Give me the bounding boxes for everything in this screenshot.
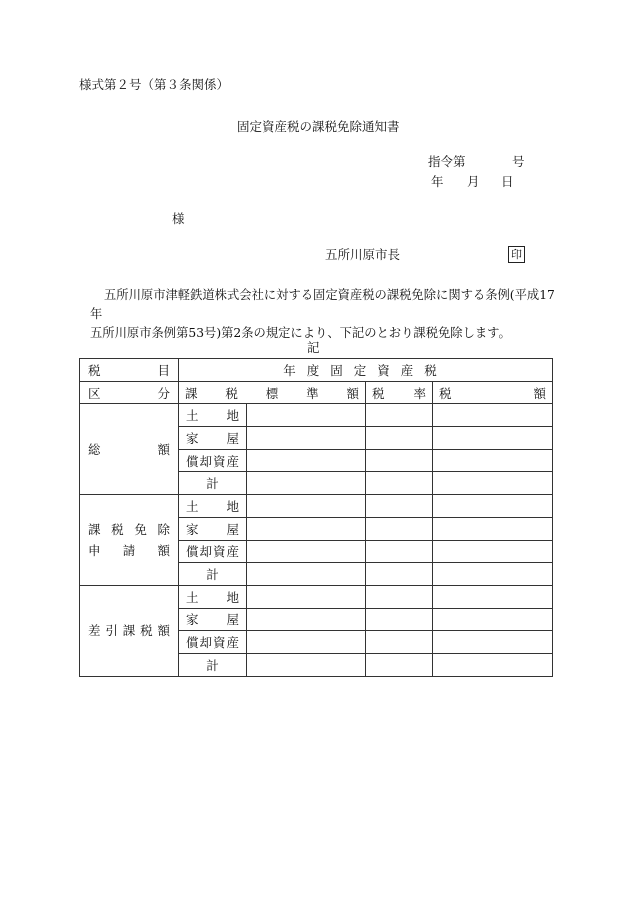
ki-heading: 記 <box>307 340 320 355</box>
tax-amount-cell <box>433 517 553 540</box>
date-month-label: 月 <box>467 174 480 189</box>
item-label-text-char: 地 <box>226 408 239 424</box>
item-label-text-char: 償 <box>186 635 199 651</box>
tax-amount-cell <box>433 608 553 631</box>
tax-rate-header <box>366 381 433 404</box>
item-label-text <box>186 610 239 628</box>
item-label <box>179 427 247 450</box>
table-body <box>80 359 553 677</box>
tax-base-text-char: 税 <box>225 385 238 401</box>
year-fixed-asset-tax-header: 年度固定資産税 <box>179 359 553 382</box>
group-label-line-char: 課 <box>122 623 136 639</box>
item-label-text <box>186 452 239 470</box>
item-label-text-char: 償 <box>186 453 199 469</box>
form-number: 様式第２号（第３条関係） <box>79 77 230 92</box>
item-label-text-char: 地 <box>226 589 239 605</box>
table-row <box>80 585 553 608</box>
notice-line-2: 五所川原市条例第53号)第2条の規定により、下記のとおり課税免除します。 <box>90 326 511 340</box>
tax-rate-text-char: 税 <box>372 385 385 401</box>
item-label-text-char: 資 <box>212 544 226 560</box>
tax-amount-text-char: 税 <box>439 385 452 401</box>
tax-rate-cell <box>366 631 433 654</box>
item-label <box>179 495 247 518</box>
item-label-text <box>186 588 239 606</box>
tax-amount-cell <box>433 404 553 427</box>
tax-rate-cell <box>366 517 433 540</box>
tax-rate-cell <box>366 653 433 676</box>
item-label: 計 <box>179 653 247 676</box>
group-label <box>80 585 179 676</box>
notice-body <box>90 286 560 343</box>
tax-base-header <box>179 381 366 404</box>
group-label-line-char: 総 <box>88 441 101 457</box>
item-label: 計 <box>179 472 247 495</box>
tax-base-text-char: 課 <box>185 385 198 401</box>
tax-amount-cell <box>433 449 553 472</box>
group-label <box>80 404 179 495</box>
group-label-line <box>88 439 170 460</box>
addressee-suffix: 様 <box>172 211 185 226</box>
group-label-line-char: 差 <box>88 623 101 639</box>
item-label <box>179 449 247 472</box>
group-label-line-char: 税 <box>111 522 124 537</box>
tax-rate-cell <box>366 540 433 563</box>
category-text <box>88 384 170 402</box>
group-label-line <box>88 519 170 540</box>
tax-rate-cell <box>366 563 433 586</box>
group-label-line-char: 請 <box>122 543 136 558</box>
tax-rate-cell <box>366 585 433 608</box>
item-label-text-char: 家 <box>186 521 199 537</box>
reference-prefix: 指令第 <box>428 154 466 169</box>
header-row-tax-item <box>80 359 553 382</box>
item-label <box>179 608 247 631</box>
item-label-text-char: 産 <box>226 544 239 560</box>
group-label-line-char: 除 <box>157 522 170 537</box>
tax-amount-cell <box>433 563 553 586</box>
item-label <box>179 585 247 608</box>
item-label <box>179 540 247 563</box>
tax-base-cell <box>247 653 366 676</box>
tax-amount-cell <box>433 631 553 654</box>
item-label-text <box>186 542 239 560</box>
tax-exemption-table <box>79 358 553 677</box>
item-label-text-char: 家 <box>186 612 199 628</box>
item-label-text-char: 資 <box>212 453 226 469</box>
tax-rate-cell <box>366 608 433 631</box>
date-year-label: 年 <box>431 174 444 189</box>
tax-rate-cell <box>366 472 433 495</box>
tax-amount-cell <box>433 427 553 450</box>
tax-base-cell <box>247 404 366 427</box>
item-label-text-char: 資 <box>212 635 226 651</box>
tax-amount-cell <box>433 495 553 518</box>
item-label-text-char: 産 <box>226 635 239 651</box>
tax-base-cell <box>247 608 366 631</box>
tax-base-cell <box>247 427 366 450</box>
item-label-text-char: 却 <box>199 635 212 651</box>
tax-base-text <box>185 384 359 402</box>
item-label-text <box>186 633 239 651</box>
group-label-line-char: 税 <box>140 623 153 639</box>
item-label-text-char: 土 <box>186 408 199 424</box>
group-label-line <box>88 540 170 561</box>
tax-base-text-char: 標 <box>265 385 279 401</box>
tax-amount-cell <box>433 653 553 676</box>
seal-mark: 印 <box>508 246 525 263</box>
tax-item-label <box>80 359 179 382</box>
item-label-text-char: 却 <box>199 544 212 560</box>
item-label-text <box>186 406 239 424</box>
item-label-text-char: 却 <box>199 453 212 469</box>
date-day-label: 日 <box>501 174 514 189</box>
tax-amount-header <box>433 381 553 404</box>
tax-base-cell <box>247 540 366 563</box>
tax-amount-cell <box>433 585 553 608</box>
tax-base-cell <box>247 563 366 586</box>
item-label <box>179 404 247 427</box>
item-label-text-char: 家 <box>186 430 199 446</box>
document-title: 固定資産税の課税免除通知書 <box>237 119 400 134</box>
reference-suffix: 号 <box>512 154 525 169</box>
tax-base-cell <box>247 449 366 472</box>
group-label-line-char: 課 <box>88 522 101 537</box>
group-label-line-char: 額 <box>157 623 170 639</box>
item-label-text <box>186 429 239 447</box>
item-label-text-char: 屋 <box>226 430 239 446</box>
item-label-text-char: 土 <box>186 589 199 605</box>
item-label: 計 <box>179 563 247 586</box>
item-label <box>179 517 247 540</box>
tax-rate-text <box>372 384 426 402</box>
tax-base-cell <box>247 517 366 540</box>
tax-amount-cell <box>433 540 553 563</box>
tax-base-cell <box>247 585 366 608</box>
category-label <box>80 381 179 404</box>
tax-base-cell <box>247 495 366 518</box>
category-text-char: 区 <box>88 385 101 401</box>
table-row <box>80 495 553 518</box>
table-row <box>80 404 553 427</box>
group-label-line-char: 免 <box>134 522 147 537</box>
tax-item-text-char: 税 <box>88 362 101 378</box>
tax-amount-text-char: 額 <box>533 385 547 401</box>
item-label-text <box>186 497 239 515</box>
tax-rate-cell <box>366 449 433 472</box>
issuer-name: 五所川原市長 <box>325 247 401 262</box>
item-label-text-char: 産 <box>226 453 239 469</box>
tax-base-text-char: 額 <box>346 385 359 401</box>
tax-item-text <box>88 361 170 379</box>
category-text-char: 分 <box>157 385 170 401</box>
header-row-category <box>80 381 553 404</box>
group-label-line-char: 申 <box>88 543 101 558</box>
group-label-line <box>88 620 170 641</box>
tax-rate-text-char: 率 <box>413 385 426 401</box>
notice-line-1: 五所川原市津軽鉄道株式会社に対する固定資産税の課税免除に関する条例(平成17年 <box>90 288 555 321</box>
group-label-line-char: 額 <box>157 543 170 558</box>
tax-rate-cell <box>366 427 433 450</box>
item-label-text-char: 地 <box>226 498 239 514</box>
item-label-text-char: 屋 <box>226 521 239 537</box>
item-label-text-char: 屋 <box>226 612 239 628</box>
group-label-line-char: 引 <box>105 623 118 639</box>
tax-rate-cell <box>366 495 433 518</box>
tax-item-text-char: 目 <box>157 362 170 378</box>
tax-amount-text <box>439 384 546 402</box>
item-label <box>179 631 247 654</box>
tax-base-cell <box>247 631 366 654</box>
item-label-text <box>186 520 239 538</box>
item-label-text-char: 償 <box>186 544 199 560</box>
tax-rate-cell <box>366 404 433 427</box>
group-label-line-char: 額 <box>157 441 170 457</box>
tax-base-text-char: 準 <box>306 385 319 401</box>
item-label-text-char: 土 <box>186 498 199 514</box>
tax-base-cell <box>247 472 366 495</box>
group-label <box>80 495 179 586</box>
tax-amount-cell <box>433 472 553 495</box>
